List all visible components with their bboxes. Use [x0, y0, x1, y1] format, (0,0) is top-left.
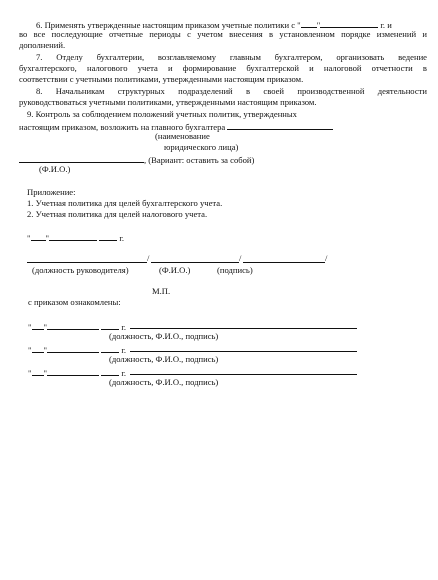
acquainted-line-2 [130, 351, 357, 352]
signature-position-line [27, 262, 147, 263]
p9-fio-caption: (Ф.И.О.) [39, 164, 71, 174]
caption-position: (должность руководителя) [32, 265, 129, 275]
appendix-title: Приложение: [27, 187, 76, 197]
p9-line-2: настоящим приказом, возложить на главного бухгалтера [19, 120, 333, 132]
date-line: " " г. [27, 233, 125, 243]
acquainted-line-3 [130, 374, 357, 375]
p9-hint-2: юридического лица) [164, 142, 239, 152]
blank-month [320, 18, 378, 28]
blank-day [301, 18, 317, 28]
p6-line-3: дополнений. [19, 40, 66, 50]
p8-line-1: 8. Начальникам структурных подразделений в своей производственной деятельности [36, 86, 427, 96]
acquainted-title: с приказом ознакомлены: [28, 297, 121, 307]
acquainted-row-1: " " г. [28, 322, 127, 332]
blank-chief-accountant [227, 120, 333, 130]
p9-hint-1: (наименование [155, 131, 210, 141]
acquainted-line-1 [130, 328, 357, 329]
p7-line-3: соответствии с учетными политиками, утвержденными настоящим приказом. [19, 74, 304, 84]
caption-sign: (подпись) [217, 265, 253, 275]
acquainted-row-3: " " г. [28, 368, 127, 378]
p8-line-2: руководствоваться учетными политиками, утвержденными настоящим приказом. [19, 97, 317, 107]
p6-line-2: во все последующие отчетные периоды с учетом внесения в установленном порядке изменений и [19, 29, 427, 39]
acquainted-caption-2: (должность, Ф.И.О., подпись) [109, 354, 219, 364]
acquainted-row-2: " " г. [28, 345, 127, 355]
p9-line-1: 9. Контроль за соблюдением положений учетных политик, утвержденных [27, 109, 297, 119]
p7-line-2: бухгалтерского, налогового учета и формирование бухгалтерской и налоговой отчетности в [19, 63, 427, 73]
p9-variant-line: , (Вариант: оставить за собой) [19, 153, 254, 165]
document-page: 6. Применять утвержденные настоящим приказом учетные политики с " " г. и во все последующие отчетные периоды с учетом внесения в установленном порядке изменений и дополнений. 7. Отделу бухгалтерии, возглавляемому главным бухгалтером, организовать ведение бухгалтерского, налогового учета и формирование бухгалтерской и налоговой отчетности в соответствии с учетными политиками, утвержденными настоящим приказом. 8. Начальникам структурных подразделений в своей производственной деятельности руководствоваться учетными политиками, утвержденными настоящим приказом. 9. Контроль за соблюдением положений учетных политик, утвержденных настоящим приказом, возложить на главного бухгалтера (наименование юридического лица) , (Вариант: оставить за собой) (Ф.И.О.) Приложение: 1. Учетная политика для целей бухгалтерского учета. 2. Учетная политика для целей налогового учета. " " г. / / / (должность руководителя) (Ф.И.О.) (подпись) М.П. с приказом ознакомлены: " " г. (должность, Ф.И.О., подпись) " " г. (должность, Ф.И.О., подпись) " " г. (должность, Ф.И.О., подпись) [19, 20, 427, 387]
signature-fio-line [151, 262, 239, 263]
caption-fio: (Ф.И.О.) [159, 265, 191, 275]
p6-line-1: 6. Применять утвержденные настоящим приказом учетные политики с " " г. и [36, 20, 392, 30]
acquainted-caption-3: (должность, Ф.И.О., подпись) [109, 377, 219, 387]
appendix-item-1: 1. Учетная политика для целей бухгалтерского учета. [27, 198, 223, 208]
stamp-label: М.П. [152, 286, 171, 296]
blank-fio [19, 153, 144, 163]
p7-line-1: 7. Отделу бухгалтерии, возглавляемому главным бухгалтером, организовать ведение [36, 52, 427, 62]
appendix-item-2: 2. Учетная политика для целей налогового учета. [27, 209, 208, 219]
signature-sign-line [243, 262, 325, 263]
acquainted-caption-1: (должность, Ф.И.О., подпись) [109, 331, 219, 341]
